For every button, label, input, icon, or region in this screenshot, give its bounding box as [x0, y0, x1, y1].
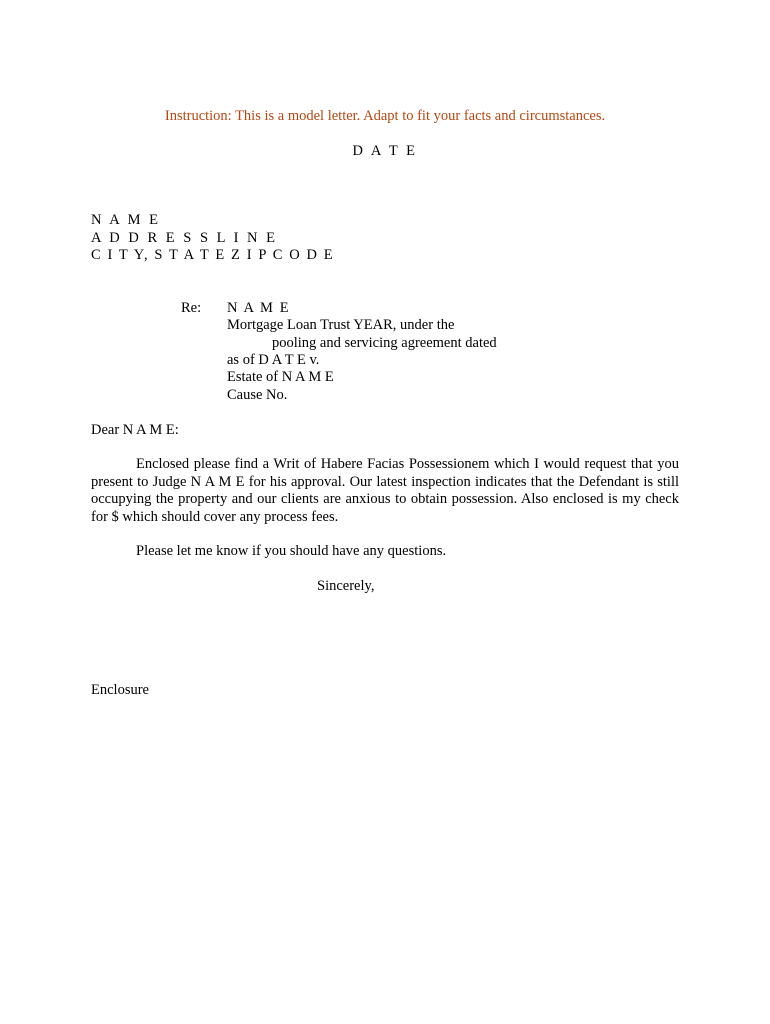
- letter-date: D A T E: [352, 143, 418, 159]
- salutation: Dear N A M E:: [91, 422, 179, 438]
- re-date-line: as of D A T E v.: [227, 352, 320, 368]
- re-name: N A M E: [227, 300, 291, 316]
- enclosure-note: Enclosure: [91, 682, 149, 698]
- re-cause-line: Cause No.: [227, 387, 288, 403]
- recipient-city-state-zip: C I T Y, S T A T E Z I P C O D E: [91, 247, 335, 263]
- closing: Sincerely,: [317, 578, 375, 594]
- re-agreement-line: pooling and servicing agreement dated: [272, 335, 497, 351]
- instruction-note: Instruction: This is a model letter. Adapt to fit your facts and circumstances.: [164, 108, 606, 124]
- body-paragraph-1: Enclosed please find a Writ of Habere Facias Possessionem which I would request that you present to Judge N A M E for his approval. Our latest inspection indicates that the Defendant is still occupying the property and our clients are anxious to obtain possession. Also enclosed is my check for $ which should cover any process fees.: [91, 456, 679, 525]
- re-trust-line: Mortgage Loan Trust YEAR, under the: [227, 317, 455, 333]
- body-paragraph-2: Please let me know if you should have any questions.: [136, 543, 447, 559]
- recipient-name: N A M E: [91, 212, 161, 228]
- recipient-address-line: A D D R E S S L I N E: [91, 230, 278, 246]
- re-label: Re:: [181, 300, 202, 316]
- re-estate-line: Estate of N A M E: [227, 369, 334, 385]
